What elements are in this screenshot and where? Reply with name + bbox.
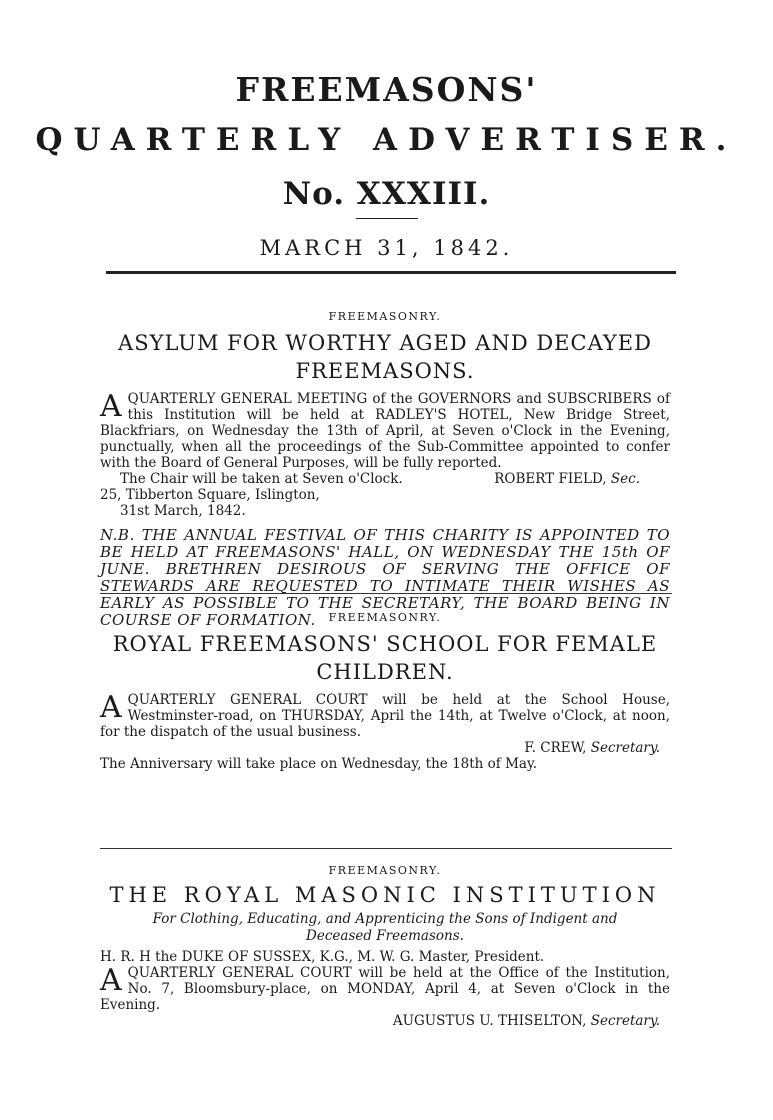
issue-date: MARCH 31, 1842. bbox=[259, 236, 514, 260]
signatory-title: Secretary. bbox=[590, 740, 660, 756]
nb-notice: N.B. THE ANNUAL FESTIVAL OF THIS CHARITY IS APPOINTED TO BE HELD AT FREEMASONS' HALL, ON WEDNESDAY THE 15th OF JUNE. BRETHREN DESIROUS OF SERVING THE OFFICE OF STEWARDS ARE REQUESTED TO INTIMATE THEIR WISHES AS EARLY AS POSSIBLE TO THE SECRETARY, THE BOARD BEING IN COURSE OF FORMATION. bbox=[100, 526, 670, 629]
notice-text: QUARTERLY GENERAL COURT will be held at the School House, Westminster-road, on THURSDAY, April the 14th, at Twelve o'Clock, at noon, for the dispatch of the usual business. bbox=[100, 692, 670, 740]
section-kicker: FREEMASONRY. bbox=[328, 310, 442, 323]
address-line1: 25, Tibberton Square, Islington, bbox=[100, 487, 320, 503]
section-heading-line1: ROYAL FREEMASONS' SCHOOL FOR FEMALE bbox=[112, 632, 658, 656]
signature-line bbox=[100, 1013, 670, 1029]
notice-body bbox=[100, 692, 670, 740]
section-divider bbox=[100, 593, 672, 594]
signatory-name: F. CREW, bbox=[524, 740, 587, 756]
signatory-title: Secretary. bbox=[590, 1013, 660, 1029]
masthead-title-line1: FREEMASONS' bbox=[235, 70, 538, 109]
signatory-name: AUGUSTUS U. THISELTON, bbox=[392, 1013, 587, 1029]
section-heading: THE ROYAL MASONIC INSTITUTION bbox=[109, 883, 661, 907]
anniversary-note: The Anniversary will take place on Wednesday, the 18th of May. bbox=[100, 756, 538, 772]
short-divider bbox=[356, 218, 418, 219]
school-notice bbox=[100, 611, 670, 772]
address-line2: 31st March, 1842. bbox=[120, 503, 246, 519]
section-heading-line2: FREEMASONS. bbox=[295, 359, 475, 383]
masonic-institution-notice bbox=[100, 864, 670, 1029]
issue-number: No. XXXIII. bbox=[282, 176, 491, 212]
notice-text: QUARTERLY GENERAL MEETING of the GOVERNORS and SUBSCRIBERS of this Institution will be held at RADLEY'S HOTEL, New Bridge Street, Blackfriars, on Wednesday the 13th of April, at Seven o'Clock in the Evening, punctually, when all the proceedings of the Sub-Committee appointed to confer with the Board of General Purposes, will be fully reported. bbox=[100, 391, 670, 471]
drop-cap: A bbox=[100, 690, 122, 725]
signatory-name: ROBERT FIELD, bbox=[494, 471, 607, 487]
masthead-rule bbox=[106, 271, 676, 274]
asylum-notice bbox=[100, 310, 670, 629]
chair-note: The Chair will be taken at Seven o'Clock. bbox=[120, 471, 403, 487]
section-subheading-line1: For Clothing, Educating, and Apprenticing the Sons of Indigent and bbox=[152, 911, 618, 927]
notice-body bbox=[100, 965, 670, 1013]
patron-line: H. R. H the DUKE OF SUSSEX, K.G., M. W. G. Master, President. bbox=[100, 949, 545, 965]
notice-body bbox=[100, 391, 670, 471]
section-subheading-line2: Deceased Freemasons. bbox=[306, 928, 464, 944]
signatory-title: Sec. bbox=[610, 471, 640, 487]
section-heading-line1: ASYLUM FOR WORTHY AGED AND DECAYED bbox=[118, 331, 652, 355]
drop-cap: A bbox=[100, 389, 122, 424]
signature-line bbox=[100, 740, 670, 756]
drop-cap: A bbox=[100, 963, 122, 998]
section-kicker: FREEMASONRY. bbox=[328, 611, 442, 624]
section-kicker: FREEMASONRY. bbox=[328, 864, 442, 877]
section-divider bbox=[100, 848, 672, 849]
notice-text: QUARTERLY GENERAL COURT will be held at the Office of the Institution, No. 7, Bloomsbury-place, on MONDAY, April 4, at Seven o'Clock in the Evening. bbox=[100, 965, 670, 1013]
chair-line bbox=[100, 471, 670, 487]
masthead-title-line2: QUARTERLY ADVERTISER. bbox=[35, 122, 738, 158]
section-heading-line2: CHILDREN. bbox=[316, 660, 454, 684]
